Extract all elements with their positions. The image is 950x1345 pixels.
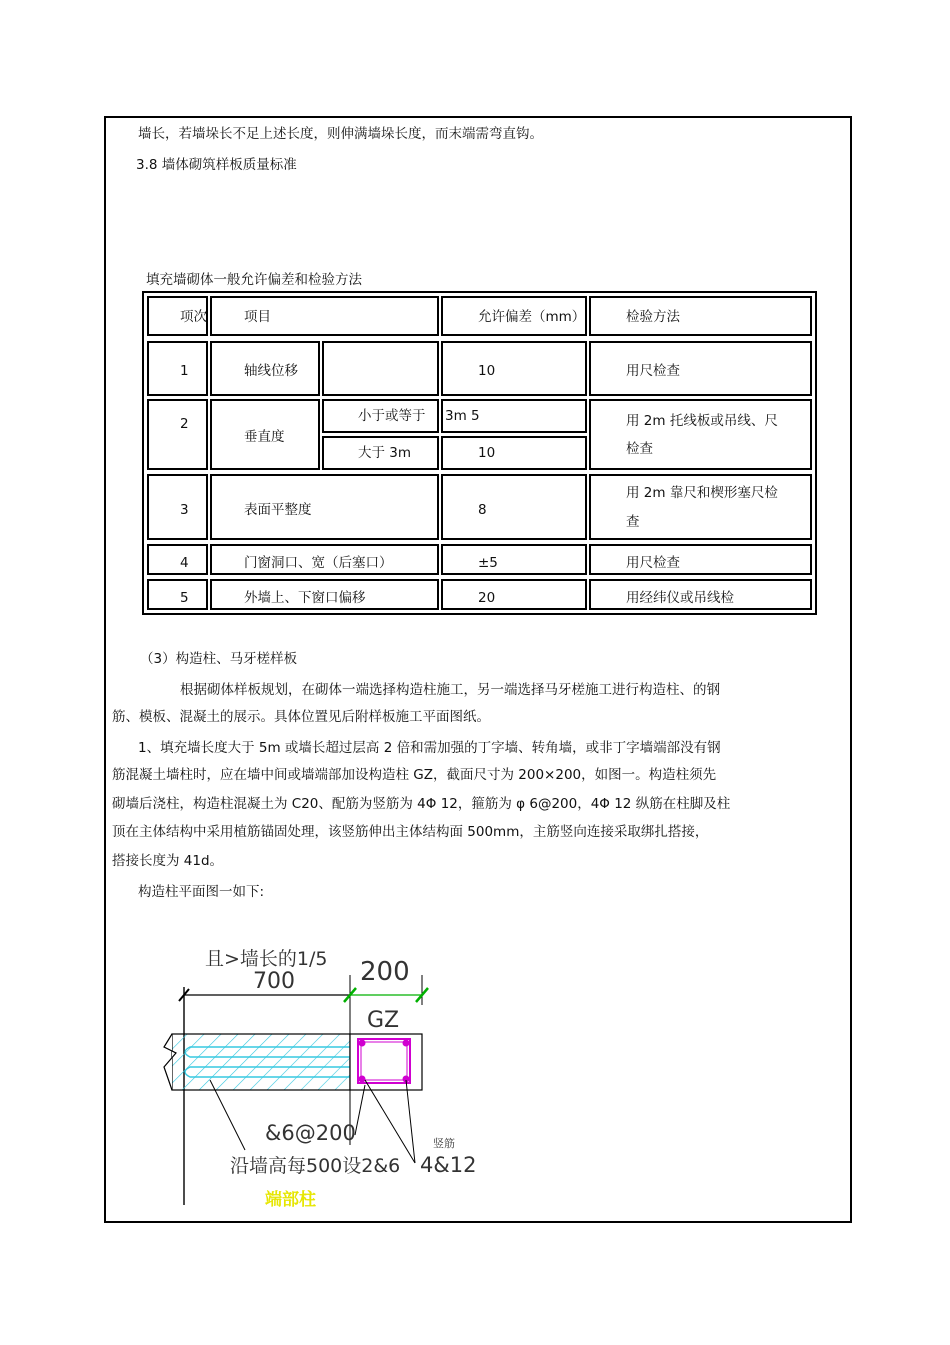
row4-method: 用尺检查	[626, 555, 680, 571]
row1-tolerance: 10	[478, 363, 496, 379]
row5-method: 用经纬仪或吊线检	[626, 590, 734, 606]
row5-tolerance: 20	[478, 590, 496, 606]
row2-cell-sub-b-tol	[441, 436, 587, 470]
row4-tolerance: ±5	[478, 555, 498, 571]
tolerance-table	[142, 291, 817, 615]
row3-method-line1: 用 2m 靠尺和楔形塞尺检	[626, 485, 778, 501]
row5-no: 5	[180, 590, 189, 606]
column-plan-figure	[150, 935, 490, 1215]
header-item: 项目	[244, 309, 271, 325]
row4-item: 门窗洞口、宽（后塞口）	[244, 555, 393, 571]
row1-cell-empty	[322, 341, 439, 396]
figure-intro: 构造柱平面图一如下:	[138, 884, 265, 900]
row2-sub-b: 大于 3m	[358, 445, 412, 461]
row4-cell-method	[589, 544, 812, 575]
row2-sub-a-tol: 3m 5	[445, 408, 480, 424]
row2-sub-a: 小于或等于	[358, 408, 426, 424]
label-vertical: 竖筋	[433, 1137, 455, 1150]
section3-p1-line1: 根据砌体样板规划，在砌体一端选择构造柱施工，另一端选择马牙槎施工进行构造柱、的钢	[180, 682, 720, 698]
row2-method-line2: 检查	[626, 441, 653, 457]
main-bar-tl	[359, 1040, 366, 1047]
header-no: 项次	[180, 309, 207, 325]
row2-method-line1: 用 2m 托线板或吊线、尺	[626, 413, 778, 429]
row4-no: 4	[180, 555, 189, 571]
row4-cell-no	[147, 544, 208, 575]
section3-p2-line2: 筋混凝土墙柱时，应在墙中间或墙端部加设构造柱 GZ，截面尺寸为 200×200，如图一。构造柱须先	[112, 767, 717, 783]
figure-title: 端部柱	[265, 1190, 316, 1210]
row4-cell-tolerance	[441, 544, 587, 575]
row2-cell-method	[589, 399, 812, 470]
row3-tolerance: 8	[478, 502, 487, 518]
row3-no: 3	[180, 502, 189, 518]
row1-no: 1	[180, 363, 189, 379]
row1-cell-method	[589, 341, 812, 396]
label-gz: GZ	[367, 1008, 400, 1033]
dim-200: 200	[360, 957, 410, 987]
section3-p2-line4: 顶在主体结构中采用植筋锚固处理，该竖筋伸出主体结构面 500mm，主筋竖向连接采取绑扎搭接，	[112, 824, 709, 840]
section3-p2-line5: 搭接长度为 41d。	[112, 853, 224, 869]
section-heading-3-8: 3.8 墙体砌筑样板质量标准	[136, 157, 297, 173]
row1-cell-no	[147, 341, 208, 396]
row2-cell-no	[147, 399, 208, 470]
label-stirrup: &6@200	[265, 1121, 356, 1145]
row1-method: 用尺检查	[626, 363, 680, 379]
header-method: 检验方法	[626, 309, 680, 325]
row3-cell-no	[147, 474, 208, 540]
header-tolerance: 允许偏差（mm）	[478, 309, 586, 325]
label-wall-bar: 沿墙高每500设2&6	[230, 1155, 401, 1177]
main-bar-bl	[359, 1076, 366, 1083]
table-caption: 填充墙砌体一般允许偏差和检验方法	[146, 272, 362, 288]
header-cell-method	[589, 296, 812, 336]
text-line-wall-length: 墙长，若墙垛长不足上述长度，则伸满墙垛长度，而末端需弯直钩。	[138, 126, 543, 142]
row3-item: 表面平整度	[244, 502, 312, 518]
row5-cell-no	[147, 579, 208, 610]
dim-700: 700	[253, 969, 295, 994]
section3-p1-line2: 筋、模板、混凝土的展示。具体位置见后附样板施工平面图纸。	[112, 709, 490, 725]
label-main-bar: 4&12	[420, 1153, 477, 1177]
row5-item: 外墙上、下窗口偏移	[244, 590, 366, 606]
row3-method-line2: 查	[626, 514, 640, 530]
label-top: 且>墙长的1/5	[205, 948, 328, 970]
row2-item: 垂直度	[244, 429, 285, 445]
row3-cell-tolerance	[441, 474, 587, 540]
row5-cell-tolerance	[441, 579, 587, 610]
main-bar-tr	[403, 1040, 410, 1047]
section3-p2-line3: 砌墙后浇柱，构造柱混凝土为 C20、配筋为竖筋为 4Φ 12，箍筋为 φ 6@200，4Φ 12 纵筋在柱脚及柱	[112, 796, 731, 812]
row1-item: 轴线位移	[244, 363, 298, 379]
section3-p2-line1: 1、填充墙长度大于 5m 或墙长超过层高 2 倍和需加强的丁字墙、转角墙，或非丁字墙端部没有钢	[138, 740, 721, 756]
wall-hatch	[172, 1034, 350, 1090]
row1-cell-tolerance	[441, 341, 587, 396]
section3-heading: （3）构造柱、马牙槎样板	[140, 651, 298, 667]
row2-sub-b-tol: 10	[478, 445, 496, 461]
row2-no: 2	[180, 416, 189, 432]
leader-stirrup	[355, 1085, 365, 1135]
